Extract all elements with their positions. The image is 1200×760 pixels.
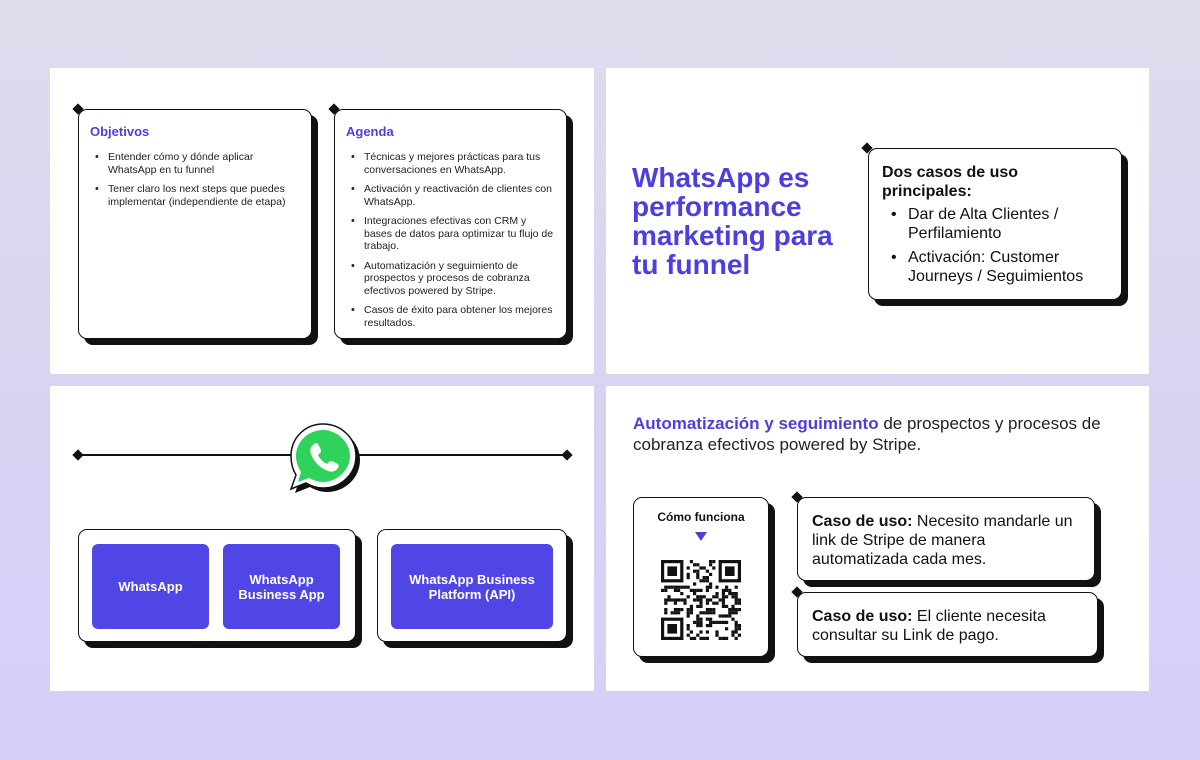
list-item: • Automatización y seguimiento de prospectos y procesos de cobranza efectivos powered by Stripe.: [346, 260, 556, 298]
slide-performance-marketing: [606, 68, 1149, 374]
case-1-label: Caso de uso:: [812, 513, 913, 530]
intro-text: [633, 413, 1133, 455]
slide-automatizacion: [606, 386, 1149, 691]
list-item: • Activación: Customer Journeys / Seguimientos: [882, 248, 1111, 286]
list-item: • Dar de Alta Clientes / Perfilamiento: [882, 205, 1111, 243]
intro-rest: de prospectos y procesos de cobranza efectivos powered by Stripe.: [633, 414, 1101, 454]
objetivos-card: [78, 109, 312, 339]
qr-code-icon[interactable]: [661, 560, 741, 640]
case-2-body: El cliente necesita consultar su Link de pago.: [812, 608, 1046, 644]
use-cases-title: Dos casos de uso principales:: [882, 164, 1019, 200]
whatsapp-button[interactable]: WhatsApp: [92, 544, 209, 629]
case-1-body: Necesito mandarle un link de Stripe de manera automatizada cada mes.: [812, 513, 1073, 568]
list-item: • Técnicas y mejores prácticas para tus conversaciones en WhatsApp.: [346, 151, 556, 176]
whatsapp-logo-icon: [285, 418, 363, 496]
list-item: • Activación y reactivación de clientes con WhatsApp.: [346, 183, 556, 208]
case-card-2: [797, 592, 1098, 657]
agenda-list: [346, 151, 556, 329]
headline: WhatsApp es performance marketing para tu funnel: [632, 162, 833, 280]
whatsapp-business-app-button[interactable]: WhatsApp Business App: [223, 544, 340, 629]
slide-objetivos-agenda: [50, 68, 594, 374]
intro-highlight: Automatización y seguimiento: [633, 414, 879, 433]
use-cases-list: [882, 205, 1111, 286]
case-1-text: [812, 512, 1080, 569]
line-end-diamond: [72, 449, 83, 460]
list-item: • Tener claro los next steps que puedes implementar (independiente de etapa): [90, 183, 299, 208]
whatsapp-business-platform-button[interactable]: WhatsApp Business Platform (API): [391, 544, 553, 629]
objetivos-title: Objetivos: [90, 124, 150, 139]
case-card-1: [797, 497, 1095, 581]
arrow-down-icon: [695, 532, 707, 541]
como-funciona-title: Cómo funciona: [657, 510, 745, 524]
use-cases-card: [868, 148, 1122, 300]
objetivos-list: [90, 151, 299, 208]
list-item: • Casos de éxito para obtener los mejores resultados.: [346, 304, 556, 329]
agenda-card: [334, 109, 567, 339]
list-item: • Entender cómo y dónde aplicar WhatsApp en tu funnel: [90, 151, 299, 176]
como-funciona-card: [633, 497, 769, 657]
slide-whatsapp-products: [50, 386, 594, 691]
case-2-text: [812, 607, 1083, 645]
list-item: • Integraciones efectivas con CRM y bases de datos para optimizar tu flujo de trabajo.: [346, 215, 556, 253]
line-end-diamond: [561, 449, 572, 460]
agenda-title: Agenda: [346, 124, 394, 139]
case-2-label: Caso de uso:: [812, 608, 913, 625]
